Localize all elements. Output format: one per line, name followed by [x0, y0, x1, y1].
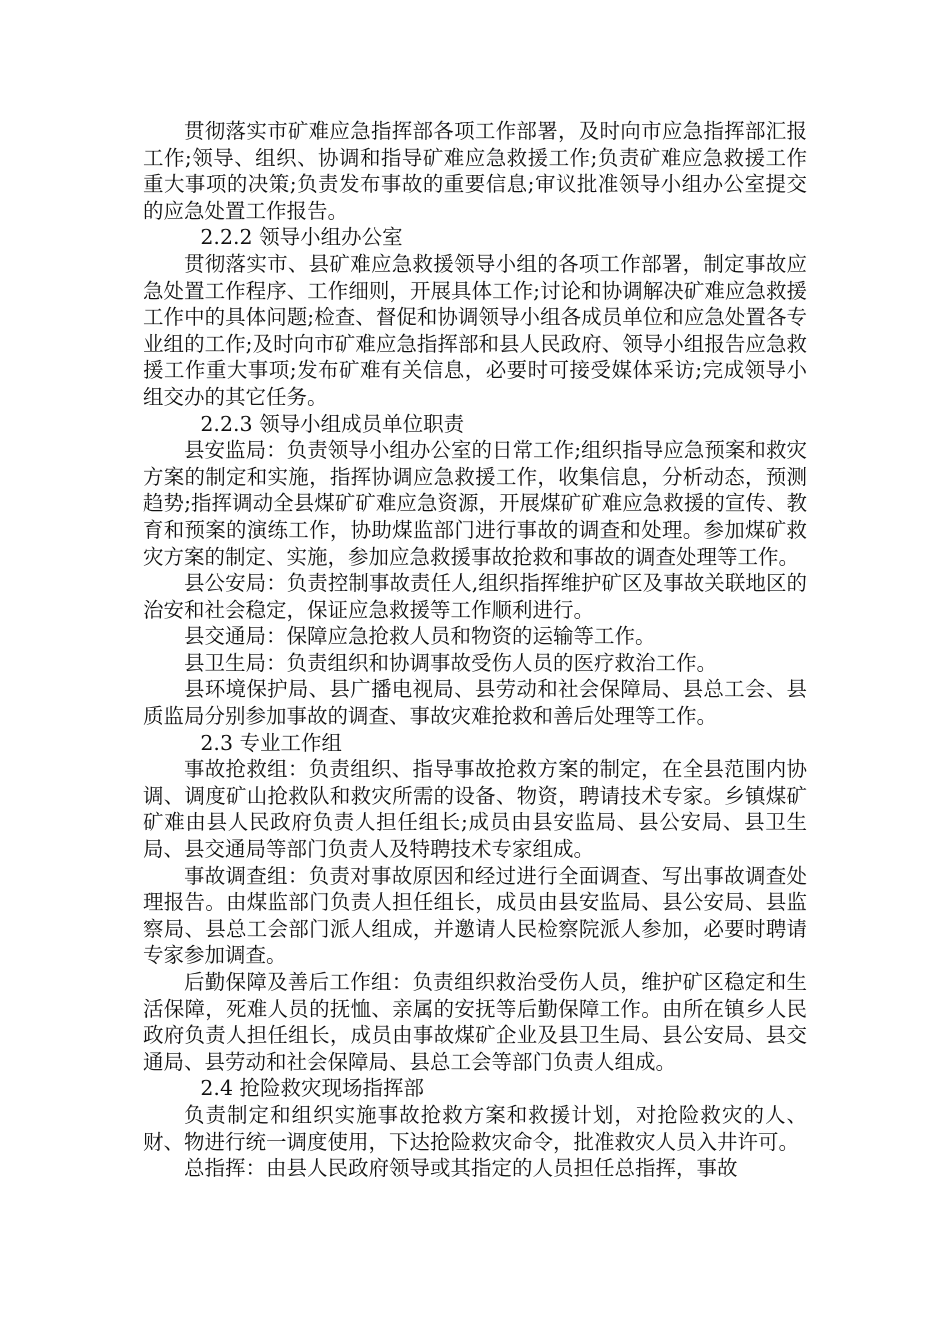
section-heading-2-4: 2.4 抢险救灾现场指挥部 [200, 1076, 425, 1101]
paragraph-field-command: 负责制定和组织实施事故抢救方案和救援计划，对抢险救灾的人、财、物进行统一调度使用，下达抢险救灾命令，批准救灾人员入井许可。 [143, 1102, 807, 1154]
section-heading-2-2-3: 2.2.3 领导小组成员单位职责 [200, 411, 465, 436]
paragraph-public-security: 县公安局：负责控制事故责任人,组织指挥维护矿区及事故关联地区的治安和社会稳定，保证应急救援等工作顺利进行。 [143, 571, 807, 622]
section-heading-2-2-2: 2.2.2 领导小组办公室 [200, 225, 403, 250]
paragraph-transport-bureau: 县交通局：保障应急抢救人员和物资的运输等工作。 [184, 624, 656, 649]
paragraph-health-bureau: 县卫生局：负责组织和协调事故受伤人员的医疗救治工作。 [184, 650, 717, 675]
paragraph-leading-group-duties: 贯彻落实市矿难应急指挥部各项工作部署，及时向市应急指挥部汇报工作;领导、组织、协调和指导矿难应急救援工作;负责矿难应急救援工作重大事项的决策;负责发布事故的重要信息;审议批准领导小组办公室提交的应急处置工作报告。 [143, 119, 807, 223]
section-heading-2-3: 2.3 专业工作组 [200, 730, 343, 755]
document-body [143, 118, 807, 1182]
paragraph-logistics-group: 后勤保障及善后工作组：负责组织救治受伤人员，维护矿区稳定和生活保障，死难人员的抚恤、亲属的安抚等后勤保障工作。由所在镇乡人民政府负责人担任组长，成员由事故煤矿企业及县卫生局、县公安局、县交通局、县劳动和社会保障局、县总工会等部门负责人组成。 [143, 970, 807, 1074]
paragraph-other-bureaus: 县环境保护局、县广播电视局、县劳动和社会保障局、县总工会、县质监局分别参加事故的调查、事故灾难抢救和善后处理等工作。 [143, 677, 807, 729]
paragraph-safety-bureau: 县安监局：负责领导小组办公室的日常工作;组织指导应急预案和救灾方案的制定和实施，指挥协调应急救援工作，收集信息，分析动态，预测趋势;指挥调动全县煤矿矿难应急资源，开展煤矿矿难应急救援的宣传、教育和预案的演练工作，协助煤监部门进行事故的调查和处理。参加煤矿救灾方案的制定、实施，参加应急救援事故抢救和事故的调查处理等工作。 [143, 438, 807, 569]
paragraph-rescue-group: 事故抢救组：负责组织、指导事故抢救方案的制定，在全县范围内协调、调度矿山抢救队和救灾所需的设备、物资，聘请技术专家。乡镇煤矿矿难由县人民政府负责人担任组长;成员由县安监局、县公安局、县卫生局、县交通局等部门负责人及特聘技术专家组成。 [143, 757, 807, 862]
paragraph-office-duties: 贯彻落实市、县矿难应急救援领导小组的各项工作部署，制定事故应急处置工作程序、工作细则，开展具体工作;讨论和协调解决矿难应急救援工作中的具体问题;检查、督促和协调领导小组各成员单位和应急处置各专业组的工作;及时向市矿难应急指挥部和县人民政府、领导小组报告应急救援工作重大事项;发布矿难有关信息，必要时可接受媒体采访;完成领导小组交办的其它任务。 [143, 251, 807, 409]
paragraph-chief-commander: 总指挥：由县人民政府领导或其指定的人员担任总指挥，事故 [184, 1156, 738, 1181]
paragraph-investigation-group: 事故调查组：负责对事故原因和经过进行全面调查、写出事故调查处理报告。由煤监部门负责人担任组长，成员由县安监局、县公安局、县监察局、县总工会部门派人组成，并邀请人民检察院派人参加，必要时聘请专家参加调查。 [143, 863, 807, 968]
